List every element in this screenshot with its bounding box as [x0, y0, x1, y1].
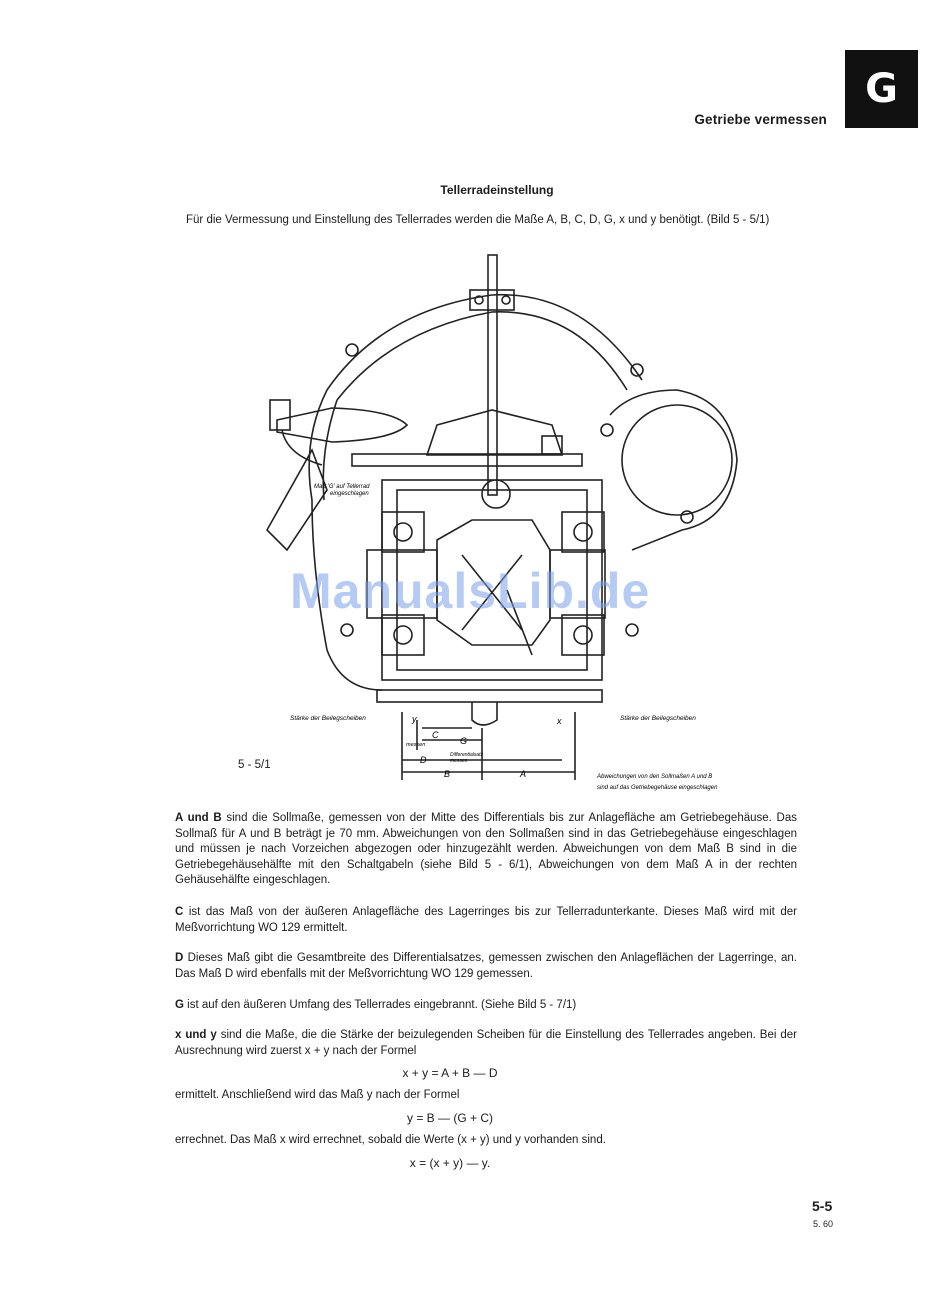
dimension-x: x — [557, 716, 562, 726]
dimension-b: B — [444, 769, 451, 779]
paragraph-d — [175, 951, 797, 982]
text-after-formula-2: errechnet. Das Maß x wird errechnet, sobald die Werte (x + y) und y vorhanden sind. — [175, 1134, 606, 1146]
paragraph-x-y — [175, 1028, 797, 1059]
dimension-d: D — [420, 755, 427, 765]
formula-1: x + y = A + B — D — [402, 1066, 498, 1080]
paragraph-a-b-lead: A und B — [175, 812, 222, 824]
text-after-formula-1: ermittelt. Anschließend wird das Maß y nach der Formel — [175, 1089, 460, 1101]
paragraph-c — [175, 905, 797, 936]
page-date: 5. 60 — [813, 1219, 834, 1229]
paragraph-a-b — [175, 811, 797, 889]
dimension-a: A — [520, 769, 527, 779]
page-title: Tellerradeinstellung — [440, 183, 554, 197]
section-title: Getriebe vermessen — [694, 112, 827, 127]
dimension-d-sub1: Differentialsatz — [450, 752, 484, 758]
formula-2: y = B — (G + C) — [406, 1111, 493, 1125]
page-number: 5-5 — [812, 1198, 833, 1214]
formula-3: x = (x + y) — y. — [409, 1156, 491, 1170]
section-tab-g: G — [845, 50, 918, 128]
dimension-y: y — [412, 714, 417, 724]
paragraph-d-lead: D — [175, 952, 184, 964]
paragraph-x-y-lead: x und y — [175, 1029, 217, 1041]
paragraph-c-lead: C — [175, 906, 184, 918]
dimension-g: G — [460, 736, 468, 746]
callout-shim-right: Stärke der Beilegscheiben — [620, 715, 696, 722]
watermark: ManualsLib.de — [290, 563, 651, 619]
callout-gauge-note-1: Maß 'G' auf Tellerrad — [314, 484, 370, 490]
paragraph-g-text: ist auf den äußeren Umfang des Tellerrades eingebrannt. (Siehe Bild 5 - 7/1) — [183, 999, 577, 1011]
dimension-c: C — [432, 730, 439, 740]
gearbox-cross-section-drawing — [232, 250, 792, 800]
paragraph-g-lead: G — [175, 999, 184, 1011]
paragraph-c-text: ist das Maß von der äußeren Anlagefläche des Lagerringes bis zur Tellerradunterkante. Dieses Maß wird mit der Meßvorrichtung WO 129 ermittelt. — [175, 906, 797, 934]
callout-deviation-note-1: Abweichungen von den Sollmaßen A und B — [597, 774, 713, 780]
callout-shim-left: Stärke der Beilegscheiben — [290, 715, 366, 722]
callout-deviation-note-2: sind auf das Getriebegehäuse eingeschlagen — [597, 785, 718, 791]
callout-gauge-note-2: eingeschlagen — [330, 491, 369, 497]
paragraph-d-text: Dieses Maß gibt die Gesamtbreite des Differentialsatzes, gemessen zwischen den Anlageflächen der Lagerringe, an. Das Maß D wird ebenfalls mit der Meßvorrichtung WO 129 gemessen. — [175, 952, 797, 980]
figure-label: 5 - 5/1 — [238, 759, 271, 771]
paragraph-x-y-text: sind die Maße, die die Stärke der beizulegenden Scheiben für die Einstellung des Tellerrades angeben. Bei der Ausrechnung wird zuerst x + y nach der Formel — [175, 1029, 797, 1057]
intro-text: Für die Vermessung und Einstellung des Tellerrades werden die Maße A, B, C, D, G, x und y benötigt. (Bild 5 - 5/1) — [186, 214, 770, 226]
dimension-d-sub2: messen — [450, 758, 468, 764]
paragraph-g — [175, 998, 797, 1014]
dimension-c-sub: messen — [406, 742, 426, 748]
paragraph-a-b-text: sind die Sollmaße, gemessen von der Mitte des Differentials bis zur Anlagefläche am Getriebegehäuse. Das Sollmaß für A und B beträgt je 70 mm. Abweichungen von den Sollmaßen sind in das Getriebegehäuse eingeschlagen und müssen je nach Vorzeichen abgezogen oder hinzugezählt werden. Abweichungen von dem Maß B sind in die Getriebegehäusehälfte mit den Schaltgabeln (siehe Bild 5 - 6/1), Abweichungen von dem Maß A in der rechten Gehäusehälfte eingeschlagen. — [175, 812, 798, 886]
